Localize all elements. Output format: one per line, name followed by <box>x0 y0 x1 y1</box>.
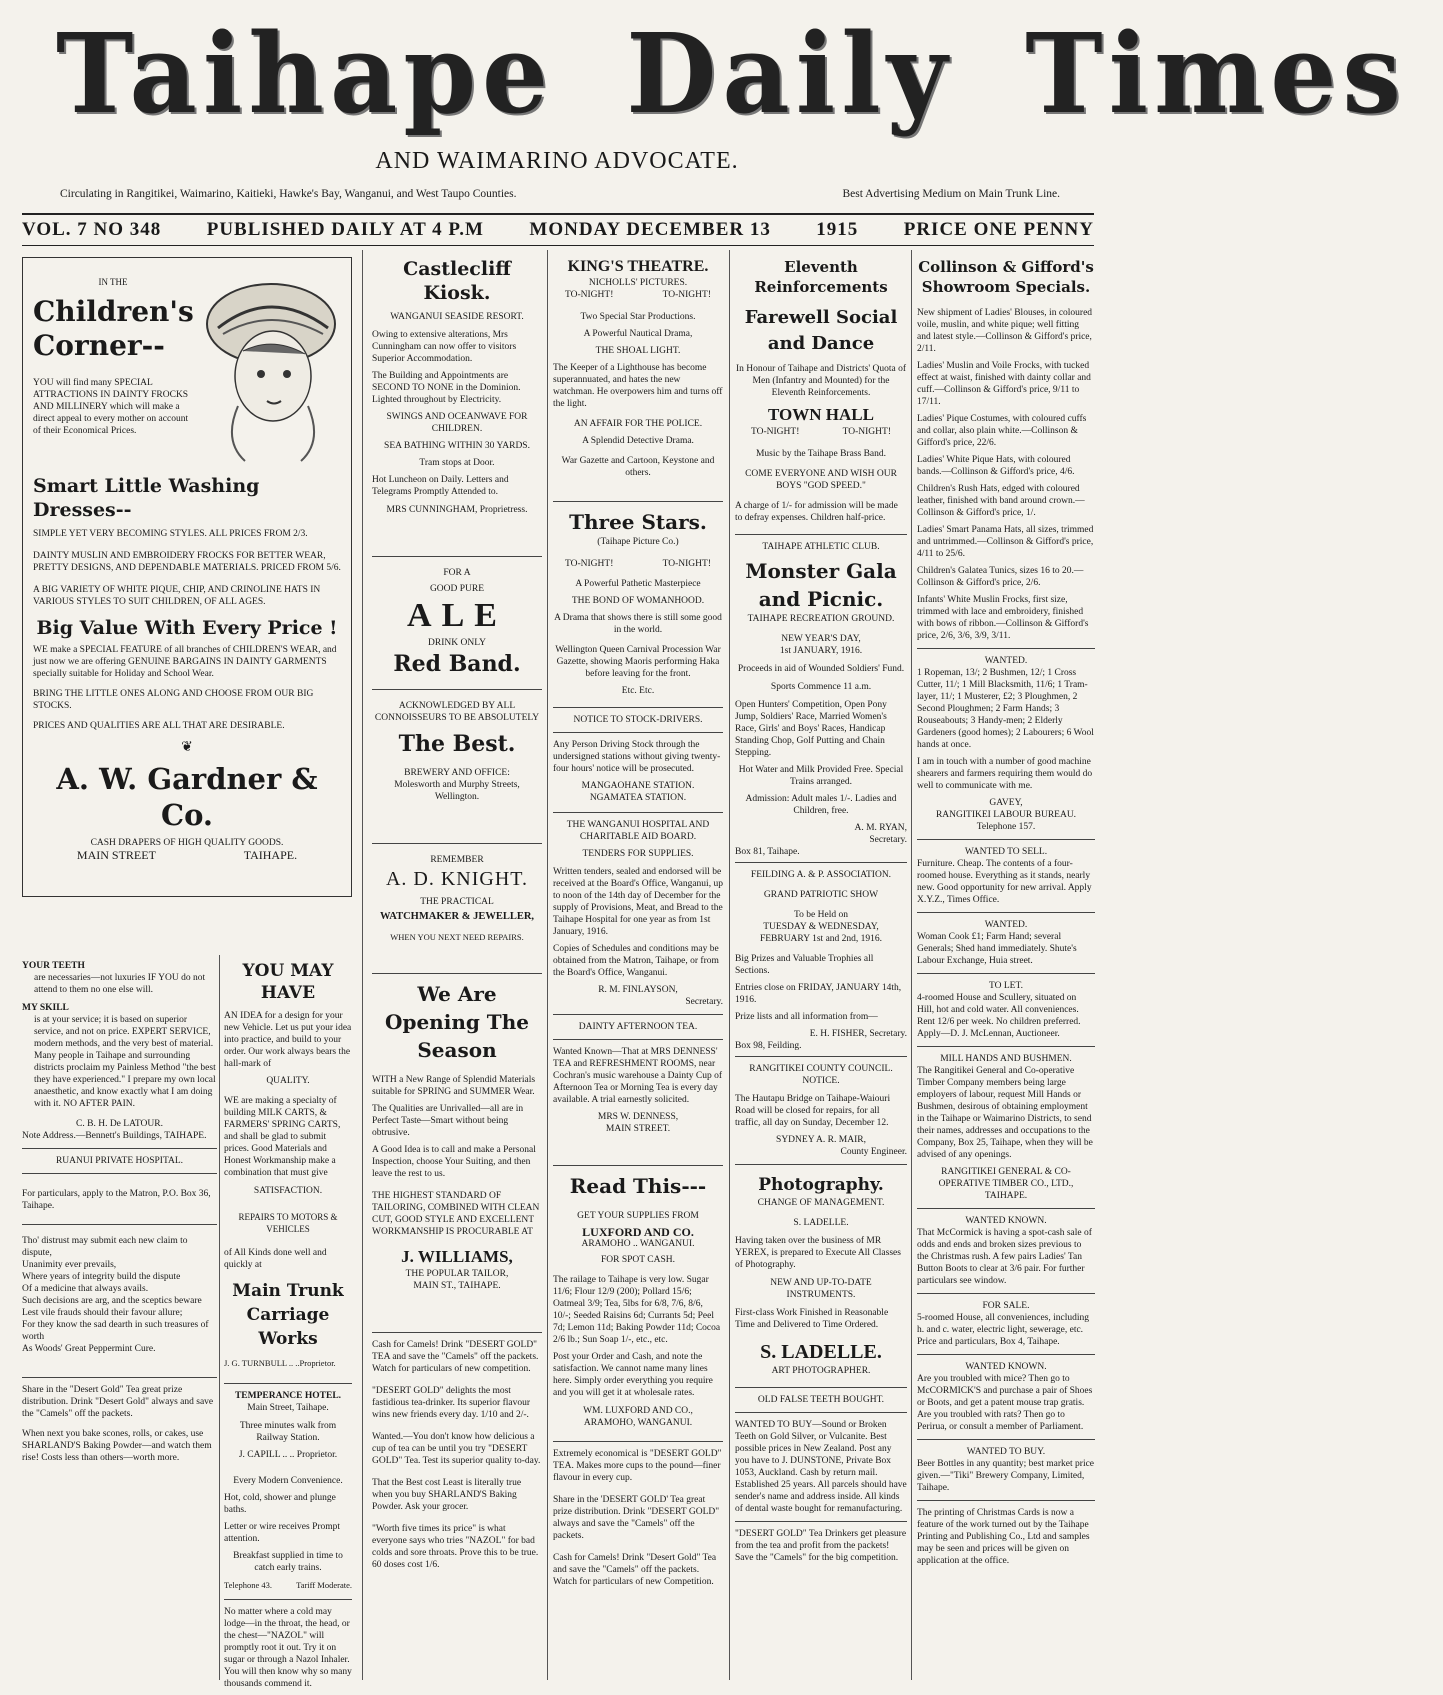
mill-text: The Rangitikei General and Co-operative Timber Company members being large employers of labour, request Mill Hands or Bushmen, desirous of obtaining employment in the Taihape or Waimarino Districts, to send their names, addresses and occupations to the Company, Box 25, Taihape, when they will be advised of any openings. <box>917 1066 1093 1160</box>
wanted-p1: 1 Ropeman, 13/; 2 Bushmen, 12/; 1 Cross Cutter, 11/; 1 Mill Blacksmith, 11/6; 1 Tram-layer, 11/; 1 Musterer, £2; 3 Ploughmen, 2 Second Ploughmen; 2 Farm Hands; 3 Rouseabouts; 3 Handy-men; 2 Elderly Gardeners (good homes); 2 Labourers; 6 Wool hands at once. <box>917 668 1094 750</box>
mill-sign: RANGITIKEI GENERAL & CO-OPERATIVE TIMBER CO., LTD., <box>938 1167 1074 1189</box>
gardner-intro: YOU will find many SPECIAL ATTRACTIONS IN DAINTY FROCKS AND MILLINERY which will make a direct appeal to every mother on account of their Economical Prices. <box>33 377 189 436</box>
feilding-p2: Entries close on FRIDAY, JANUARY 14th, 1916. <box>735 983 902 1005</box>
collinson-p5: Children's Rush Hats, edged with coloured leather, finished with band around crown.—Collinson & Gifford's price, 1/. <box>917 484 1085 518</box>
gardner-firm: A. W. Gardner & Co. <box>56 761 318 832</box>
farewell-tonight-r: TO-NIGHT! <box>842 427 891 437</box>
camels-a-p2: When next you bake scones, rolls, or cakes, use SHARLAND'S Baking Powder—and watch them rise! Costs less than others—worth more. <box>22 1429 212 1463</box>
farewell-tonight <box>735 426 907 438</box>
column-5 <box>917 257 1095 1572</box>
column-rule <box>729 250 730 1680</box>
williams-p1: WITH a New Range of Splendid Materials suitable for SPRING and SUMMER Wear. <box>372 1075 536 1097</box>
castlecliff-sign: MRS CUNNINGHAM, Proprietress. <box>386 505 528 515</box>
farewell-hall: TOWN HALL <box>768 405 874 424</box>
tea-street: MAIN STREET. <box>605 1124 671 1134</box>
camels-c-p2: Share in the 'DESERT GOLD' Tea great prize distribution. Drink "DESERT GOLD" always and save the "Camels" off the packets. <box>553 1495 720 1541</box>
ale-for: FOR A <box>443 568 471 578</box>
council-title: County Engineer. <box>840 1147 907 1157</box>
gardner-ad <box>22 257 352 897</box>
known2-text: Are you troubled with mice? Then go to McCORMICK'S and purchase a pair of Shoes or Boots, and get a patent mouse trap gratis. Are you troubled with rats? Then go to Perirua, or consult a member of Parliament. <box>917 1374 1093 1432</box>
desert-gold-p1: Cash for Camels! Drink "DESERT GOLD" TEA and save the "Camels" off the packets. Watch for particulars of new competition. <box>372 1340 539 1374</box>
kings-p5: AN AFFAIR FOR THE POLICE. <box>573 419 703 429</box>
false-teeth-text: WANTED TO BUY—Sound or Broken Teeth on Gold Silver, or Vulcanite. Best possible prices in New Zealand. Post any you have to J. DUNSTONE, Private Box 1053, Auckland. Cash by return mail. Established 25 years. All parcels should have sender's name and address inside. All kinds of dental waste bought for remanufacturing. <box>735 1420 907 1514</box>
nazol-text: No matter where a cold may lodge—in the throat, the head, or the chest—"NAZOL" will promptly root it out. Try it on sugar or through a Nazol Inhaler. You will then know why so many thousands commend it. <box>224 1607 352 1689</box>
mill-town: TAIHAPE. <box>984 1191 1028 1201</box>
aid-p2: Copies of Schedules and conditions may be obtained from the Matron, Taihape, or from the Board's Office, Wanganui. <box>553 944 719 978</box>
athletic-p2: Hot Water and Milk Provided Free. Special Trains arranged. <box>738 765 904 787</box>
athletic-p3: Admission: Adult males 1/-. Ladies and Children, free. <box>745 794 897 816</box>
aid-sub: TENDERS FOR SUPPLIES. <box>582 849 694 859</box>
column-rule <box>362 250 363 1680</box>
knight-name: A. D. KNIGHT. <box>385 868 529 890</box>
gardner-p1: SIMPLE YET VERY BECOMING STYLES. ALL PRICES FROM 2/3. <box>33 529 308 539</box>
luxford-p2: Post your Order and Cash, and note the satisfaction. We cannot name many lines here. Simply order everything you require and you will get it at wholesale rates. <box>553 1352 713 1398</box>
for-sale-head: FOR SALE. <box>982 1301 1030 1311</box>
kings-tonight-l: TO-NIGHT! <box>565 290 614 300</box>
farewell-p1: In Honour of Taihape and Districts' Quota of Men (Infantry and Mounted) for the Eleventh Reinforcements. <box>736 364 906 398</box>
three-stars-tonight <box>553 558 723 570</box>
price: PRICE ONE PENNY <box>903 219 1094 240</box>
luxford-cash: FOR SPOT CASH. <box>600 1255 675 1265</box>
collinson-p2: Ladies' Muslin and Voile Frocks, with tucked effect at waist, finished with dainty collar and cuff.—Collinson & Gifford's price, 9/11 to 17/11. <box>917 361 1091 407</box>
temperance-prop: J. CAPILL .. .. Proprietor. <box>238 1450 338 1460</box>
ale-band: Red Band. <box>393 651 521 677</box>
drivers-st2: NGAMATEA STATION. <box>589 793 687 803</box>
gardner-street: MAIN STREET <box>76 847 156 862</box>
williams-sub: THE POPULAR TAILOR, <box>405 1269 509 1279</box>
collinson-p6: Ladies' Smart Panama Hats, all sizes, trimmed and untrimmed.—Collinson & Gifford's price, 4/11 to 25/6. <box>917 525 1094 559</box>
turnbull-quality: QUALITY. <box>266 1076 310 1086</box>
woods-line: For they know the sad dearth in such treasures of worth <box>22 1320 209 1342</box>
girl-hat-illustration <box>193 266 343 466</box>
masthead-title <box>20 8 1407 139</box>
council-head: RANGITIKEI COUNTY COUNCIL. <box>749 1064 893 1074</box>
knight-trade: WATCHMAKER & JEWELLER, <box>379 911 535 922</box>
athletic-proceeds: Proceeds in aid of Wounded Soldiers' Fund. <box>737 664 905 674</box>
photo-p2: NEW AND UP-TO-DATE INSTRUMENTS. <box>770 1278 872 1300</box>
temperance-tariff: Tariff Moderate. <box>296 1580 352 1590</box>
wanted2-text: Woman Cook £1; Farm Hand; several Generals; Shed hand immediately. Shute's Labour Exchange, Huia street. <box>917 932 1077 966</box>
farewell-charge: A charge of 1/- for admission will be made to defray expenses. Children half-price. <box>735 501 898 523</box>
gardner-firm-sub: CASH DRAPERS OF HIGH QUALITY GOODS. <box>90 837 284 848</box>
castlecliff-p5: Tram stops at Door. <box>419 458 495 468</box>
woods-line: Such decisions are arg, and the sceptics beware <box>22 1296 202 1306</box>
athletic-sign: A. M. RYAN, <box>854 823 907 833</box>
kings-p1: Two Special Star Productions. <box>580 312 696 322</box>
three-stars-tonight-l: TO-NIGHT! <box>565 559 614 569</box>
council-sign: SYDNEY A. R. MAIR, <box>776 1135 866 1145</box>
wanted-tel: Telephone 157. <box>976 822 1036 832</box>
column-rule <box>911 250 912 1680</box>
athletic-club: TAIHAPE ATHLETIC CLUB. <box>762 542 880 552</box>
turnbull-repairs-sub: of All Kinds done well and quickly at <box>224 1248 327 1270</box>
feilding-box: Box 98, Feilding. <box>735 1041 802 1051</box>
kings-p3: THE SHOAL LIGHT. <box>595 346 681 356</box>
to-buy-text: Beer Bottles in any quantity; best market price given.—"Tiki" Brewery Company, Limited, Taihape. <box>917 1459 1095 1493</box>
photo-name2: S. LADELLE. <box>760 1341 882 1363</box>
teeth-h1: YOUR TEETH <box>22 961 85 971</box>
woods-line: Unanimity ever prevails, <box>22 1260 117 1270</box>
kings-p2: A Powerful Nautical Drama, <box>583 329 693 339</box>
ale-drink: DRINK ONLY <box>428 638 486 648</box>
ale-brewery: BREWERY AND OFFICE: <box>404 768 510 778</box>
luxford-head: Read This--- <box>569 1174 707 1198</box>
desert-gold-p3: Wanted.—You don't know how delicious a cup of tea can be until you try "DESERT GOLD" Tea. Test its superior quality to-day. <box>372 1432 541 1466</box>
woods-line: Lest vile frauds should their favour allure; <box>22 1308 183 1318</box>
photo-sub: CHANGE OF MANAGEMENT. <box>757 1198 885 1208</box>
feilding-sign: E. H. FISHER, Secretary. <box>809 1029 907 1039</box>
column-rule <box>547 250 548 1680</box>
gardner-p6: PRICES AND QUALITIES ARE ALL THAT ARE DESIRABLE. <box>33 721 285 731</box>
known-text: That McCormick is having a spot-cash sale of odds and ends and broken sizes previous to the Christmas rush. A few pairs Ladies' Tan Button Boots to clear at 3/6 pair. For further particulars see window. <box>917 1228 1092 1286</box>
athletic-ground: TAIHAPE RECREATION GROUND. <box>747 614 895 624</box>
castlecliff-head: Castlecliff Kiosk. <box>403 258 511 304</box>
council-sub: NOTICE. <box>802 1076 840 1086</box>
photo-head: Photography. <box>758 1175 884 1195</box>
castlecliff-p3: SWINGS AND OCEANWAVE FOR CHILDREN. <box>386 412 528 434</box>
masthead-subtitle: AND WAIMARINO ADVOCATE. <box>375 148 739 174</box>
feilding-head: FEILDING A. & P. ASSOCIATION. <box>750 870 892 880</box>
known2-head: WANTED KNOWN. <box>965 1362 1047 1372</box>
kings-head: KING'S THEATRE. <box>567 258 709 275</box>
teeth-ad <box>22 960 217 1469</box>
cards-text: The printing of Christmas Cards is now a feature of the work turned out by the Taihape Printing and Publishing Co., Ltd and samples may be seen and prices will be given on application at the office. <box>917 1508 1090 1566</box>
masthead-word-times: Times <box>1025 8 1407 139</box>
ale-best: The Best. <box>398 731 516 757</box>
wanted-sign: GAVEY, <box>989 798 1023 808</box>
turnbull-p1: AN IDEA for a design for your new Vehicle. Let us put your idea into practice, and build to your order. Our work always bears the hall-mark of <box>224 1011 352 1069</box>
wanted-bureau: RANGITIKEI LABOUR BUREAU. <box>935 810 1077 820</box>
collinson-p7: Children's Galatea Tunics, sizes 16 to 20.—Collinson & Gifford's price, 2/6. <box>917 566 1084 588</box>
feilding-sub: GRAND PATRIOTIC SHOW <box>763 890 879 900</box>
luxford-name: LUXFORD AND CO. <box>582 1225 694 1239</box>
aid-sign: R. M. FINLAYSON, <box>598 985 678 995</box>
temperance-footer <box>224 1579 352 1591</box>
williams-p3: A Good Idea is to call and make a Personal Inspection, choose Your Suiting, and then leave the rest to us. <box>372 1145 536 1179</box>
temperance-p4: Breakfast supplied in time to catch early trains. <box>233 1551 343 1573</box>
castlecliff-p2: The Building and Appointments are SECOND TO NONE in the Dominion. Lighted throughout by Electricity. <box>372 371 521 405</box>
woods-poem <box>22 1235 217 1355</box>
issue-year: 1915 <box>816 219 859 240</box>
collinson-p3: Ladies' Pique Costumes, with coloured cuffs and collar, also plain white.—Collinson & Gifford's price, 22/6. <box>917 414 1087 448</box>
kings-tonight-r: TO-NIGHT! <box>662 290 711 300</box>
castlecliff-p1: Owing to extensive alterations, Mrs Cunningham can now offer to visitors Superior Accommodation. <box>372 330 517 364</box>
three-stars-sub: (Taihape Picture Co.) <box>597 537 679 547</box>
masthead-word-taihape: Taihape <box>56 8 555 139</box>
dateline <box>22 213 1094 246</box>
williams-head: We Are Opening The Season <box>385 982 529 1062</box>
desert-gold-p5: "Worth five times its price" is what everyone says who tries "NAZOL" for bad colds and sore throats. Prove this to be true. 60 doses cost 1/6. <box>372 1524 539 1570</box>
to-buy-head: WANTED TO BUY. <box>966 1447 1046 1457</box>
castlecliff-sub: WANGANUI SEASIDE RESORT. <box>390 312 524 322</box>
camels-a-p1: Share in the "Desert Gold" Tea great prize distribution. Drink "Desert Gold" always and save the "Camels" off the packets. <box>22 1385 214 1419</box>
issue-date: MONDAY DECEMBER 13 <box>529 219 771 240</box>
luxford-sign: WM. LUXFORD AND CO., <box>583 1406 693 1416</box>
turnbull-repairs: REPAIRS TO MOTORS & VEHICLES <box>238 1212 338 1234</box>
column-3 <box>553 257 723 1593</box>
published: PUBLISHED DAILY AT 4 P.M <box>206 219 484 240</box>
turnbull-satisfaction: SATISFACTION. <box>253 1186 323 1196</box>
knight-when: WHEN YOU NEXT NEED REPAIRS. <box>390 932 524 942</box>
masthead-word-daily: Daily <box>626 8 954 139</box>
collinson-head: Collinson & Gifford's Showroom Specials. <box>918 258 1094 296</box>
three-stars-p3: A Drama that shows there is still some good in the world. <box>554 613 722 635</box>
athletic-p1: Open Hunters' Competition, Open Pony Jump, Soldiers' Race, Married Women's Race, Girls' and Boys' Races, Handicap Standing Chop, Golf Putting and Chain Stepping. <box>735 700 887 758</box>
ale-ack: ACKNOWLEDGED BY ALL CONNOISSEURS TO BE ABSOLUTELY <box>374 701 540 723</box>
farewell-come: COME EVERYONE AND WISH OUR BOYS "GOD SPEED." <box>745 469 897 491</box>
knight-remember: REMEMBER <box>430 855 484 865</box>
gardner-p5: BRING THE LITTLE ONES ALONG AND CHOOSE FROM OUR BIG STOCKS. <box>33 689 314 711</box>
volume: VOL. 7 NO 348 <box>22 219 162 240</box>
wanted-head: WANTED. <box>984 656 1028 666</box>
teeth-h2: MY SKILL <box>22 1003 69 1013</box>
turnbull-head: YOU MAY HAVE <box>242 961 334 1003</box>
teeth-name: C. B. H. De LATOUR. <box>76 1119 163 1129</box>
gardner-p2: DAINTY MUSLIN AND EMBROIDERY FROCKS FOR BETTER WEAR, PRETTY DESIGNS, AND DEPENDABLE MATERIALS. PRICED FROM 5/6. <box>33 551 341 573</box>
williams-p4: THE HIGHEST STANDARD OF TAILORING, COMBINED WITH CLEAN CUT, GOOD STYLE AND EXCELLENT WORKMANSHIP IS PROCURABLE AT <box>372 1191 540 1237</box>
temperance-walk: Three minutes walk from Railway Station. <box>239 1421 337 1443</box>
wanted2-head: WANTED. <box>984 920 1028 930</box>
aid-title: Secretary. <box>685 997 723 1007</box>
value-head: Big Value With Every Price ! <box>36 617 338 639</box>
three-stars-head: Three Stars. <box>569 510 707 534</box>
feilding-dates: FEBRUARY 1st and 2nd, 1916. <box>759 934 883 944</box>
to-sell-text: Furniture. Cheap. The contents of a four-roomed house. Everything as it stands, nearly new. Good opportunity for new arrival. Apply X.Y.Z., Times Office. <box>917 859 1092 905</box>
kings-tonight <box>553 289 723 301</box>
circulation-line <box>60 188 1060 200</box>
woods-line: Tho' distrust may submit each new claim to dispute, <box>22 1236 188 1258</box>
false-teeth-head: OLD FALSE TEETH BOUGHT. <box>757 1395 885 1405</box>
luxford-towns: ARAMOHO .. WANGANUI. <box>581 1239 695 1249</box>
mill-head: MILL HANDS AND BUSHMEN. <box>940 1054 1072 1064</box>
aid-head: THE WANGANUI HOSPITAL AND CHARITABLE AID BOARD. <box>566 820 710 842</box>
gardner-address <box>33 849 341 862</box>
woods-line: As Woods' Great Peppermint Cure. <box>22 1344 156 1354</box>
athletic-box: Box 81, Taihape. <box>735 847 800 857</box>
collinson-p1: New shipment of Ladies' Blouses, in coloured voile, muslin, and white pique; well fitting and latest style.—Collinson & Gifford's price, 2/11. <box>917 308 1093 354</box>
athletic-title: Secretary. <box>869 835 907 845</box>
feilding-days: TUESDAY & WEDNESDAY, <box>763 922 879 932</box>
gardner-head: Children's Corner-- <box>33 294 194 362</box>
to-let-head: TO LET. <box>989 981 1023 991</box>
three-stars-tonight-r: TO-NIGHT! <box>662 559 711 569</box>
castlecliff-p6: Hot Luncheon on Daily. Letters and Telegrams Promptly Attended to. <box>372 475 509 497</box>
ale-addr: Molesworth and Murphy Streets, Wellington. <box>394 780 520 802</box>
camels-c-p1: Extremely economical is "DESERT GOLD" TEA. Makes more cups to the pound—finer flavour in every cup. <box>553 1449 722 1483</box>
castlecliff-p4: SEA BATHING WITHIN 30 YARDS. <box>384 441 530 451</box>
photo-name: S. LADELLE. <box>793 1218 849 1228</box>
williams-name: J. WILLIAMS, <box>401 1247 513 1266</box>
ornament-icon: ❦ <box>181 740 193 755</box>
temperance-p1: Every Modern Convenience. <box>233 1476 343 1486</box>
gardner-town: TAIHAPE. <box>243 847 298 862</box>
desert-gold-p4: That the Best cost Least is literally true when you buy SHARLAND'S Baking Powder. Ask your grocer. <box>372 1478 522 1512</box>
column-2 <box>372 257 542 1576</box>
feilding-p3: Prize lists and all information from— <box>735 1012 878 1022</box>
luxford-sign2: ARAMOHO, WANGANUI. <box>583 1418 693 1428</box>
gardner-p4: WE make a SPECIAL FEATURE of all branches of CHILDREN'S WEAR, and just now we are offering GENUINE BARGAINS IN DAINTY GARMENTS specially suitable for Holiday and School Wear. <box>33 645 337 679</box>
masthead <box>20 8 1407 174</box>
farewell-head: Eleventh Reinforcements <box>754 258 888 296</box>
williams-addr: MAIN ST., TAIHAPE. <box>413 1281 501 1291</box>
drivers-head: NOTICE TO STOCK-DRIVERS. <box>573 715 703 725</box>
council-text: The Hautapu Bridge on Taihape-Waiouri Road will be closed for repairs, for all traffic, all day on Sunday, December 12. <box>735 1094 891 1128</box>
farewell-sub: Farewell Social and Dance <box>744 307 898 354</box>
known-head: WANTED KNOWN. <box>965 1216 1047 1226</box>
to-sell-head: WANTED TO SELL. <box>964 847 1048 857</box>
aid-p1: Written tenders, sealed and endorsed will be received at the Board's Office, Wanganui, up to noon of the 14th day of December for the supply of Provisions, Meat, and Bread to the Taihape Hospital for one year as from 1st January, 1916. <box>553 867 723 937</box>
turnbull-p2: WE are making a specialty of building MILK CARTS, & FARMERS' SPRING CARTS, and shall be glad to submit prices. Good Materials and Honest Workmanship make a combination that must give <box>224 1096 341 1178</box>
photo-art: ART PHOTOGRAPHER. <box>771 1366 871 1376</box>
hospital-text: For particulars, apply to the Matron, P.O. Box 36, Taihape. <box>22 1189 211 1211</box>
athletic-head: Monster Gala and Picnic. <box>745 559 897 611</box>
photo-p3: First-class Work Finished in Reasonable Time and Delivered to Time Ordered. <box>735 1308 889 1330</box>
athletic-day: NEW YEAR'S DAY, <box>781 634 861 644</box>
for-sale-text: 5-roomed House, all conveniences, including h. and c. water, electric light, sewerage, etc. Price and particulars, Box 4, Taihape. <box>917 1313 1090 1347</box>
kings-p4: The Keeper of a Lighthouse has become superannuated, and hates the new watchman. He overpowers him and turns off the light. <box>553 363 723 409</box>
photo-p1: Having taken over the business of MR YEREX, is prepared to Execute All Classes of Photography. <box>735 1236 901 1270</box>
athletic-sports: Sports Commence 11 a.m. <box>770 682 872 692</box>
feilding-p1: Big Prizes and Valuable Trophies all Sections. <box>735 954 874 976</box>
teeth-p2: is at your service; it is based on superior service, and not on price. EXPERT SERVICE, modern methods, and the very best of material. Many people in Taihape and surrounding districts proclaim my Painless Method "the best they have experienced." I prepare my own local anaesthetic, and know exactly what I am doing with it. NO AFTER PAIN. <box>34 1015 216 1109</box>
tea-text: Wanted Known—That at MRS DENNESS' TEA and REFRESHMENT ROOMS, near Cochran's music warehouse a Dainty Cup of Afternoon Tea or Morning Tea is every day available. A trial earnestly solicited. <box>553 1047 722 1105</box>
drivers-st1: MANGAOHANE STATION. <box>581 781 695 791</box>
temperance-p2: Hot, cold, shower and plunge baths. <box>224 1493 336 1515</box>
gardner-kicker: IN THE <box>98 277 128 287</box>
teeth-address: Note Address.—Bennett's Buildings, TAIHAPE. <box>22 1131 207 1141</box>
luxford-p1: The railage to Taihape is very low. Sugar 11/6; Flour 12/9 (200); Pollard 15/6; Oatmeal 3/9; Tea, 5lbs for 6/8, 7/6, 8/6, 10/-; Seeded Raisins 6d; Currants 5d; Peel 7d; Lemon 11d; Baking Powder 11d; Cocoa 2/6 lb.; Sun Soap 1/-, etc., etc. <box>553 1275 721 1345</box>
woods-line: Of a medicine that always avails. <box>22 1284 149 1294</box>
feilding-held: To be Held on <box>794 910 848 920</box>
three-stars-p4: Wellington Queen Carnival Procession War Gazette, showing Maoris performing Haka before leaving for the front. <box>555 645 721 679</box>
luxford-get: GET YOUR SUPPLIES FROM <box>577 1211 699 1221</box>
farewell-tonight-l: TO-NIGHT! <box>751 427 800 437</box>
kings-p6: A Splendid Detective Drama. <box>582 436 694 446</box>
teeth-p1: are necessaries—not luxuries IF YOU do not attend to them no one else will. <box>34 973 206 995</box>
tea-head: DAINTY AFTERNOON TEA. <box>578 1022 698 1032</box>
athletic-date: 1st JANUARY, 1916. <box>779 646 863 656</box>
temperance-head: TEMPERANCE HOTEL. <box>234 1391 342 1401</box>
three-stars-etc: Etc. Etc. <box>621 686 655 696</box>
williams-p2: The Qualities are Unrivalled—all are in Perfect Taste—Smart without being obtrusive. <box>372 1104 524 1138</box>
dresses-head: Smart Little Washing Dresses-- <box>33 475 260 521</box>
woods-line: Where years of integrity build the dispute <box>22 1272 181 1282</box>
turnbull-ad <box>224 960 352 1695</box>
drivers-text: Any Person Driving Stock through the undersigned stations without giving twenty-four hours' notice will be prosecuted. <box>553 740 721 774</box>
wanted-p2: I am in touch with a number of good machine shearers and farmers requiring them would do well to communicate with me. <box>917 757 1093 791</box>
false-teeth-p2: "DESERT GOLD" Tea Drinkers get pleasure from the tea and profit from the packets! Save the "Camels" for the big competition. <box>735 1529 907 1563</box>
turnbull-works: Main Trunk Carriage Works <box>232 1281 344 1349</box>
kings-p7: War Gazette and Cartoon, Keystone and others. <box>561 456 715 478</box>
collinson-p8: Infants' White Muslin Frocks, first size, trimmed with lace and embroidery, finished with bows of ribbon.—Collinson & Gifford's price, 2/6, 3/6, 3/9, 3/11. <box>917 595 1089 641</box>
three-stars-p1: A Powerful Pathetic Masterpiece <box>575 579 701 589</box>
ale-good: GOOD PURE <box>429 584 485 594</box>
temperance-street: Main Street, Taihape. <box>247 1403 329 1413</box>
gardner-p3: A BIG VARIETY OF WHITE PIQUE, CHIP, AND CRINOLINE HATS IN VARIOUS STYLES TO SUIT CHILDREN, OF ALL AGES. <box>33 585 321 607</box>
kings-sub: NICHOLLS' PICTURES. <box>588 278 688 288</box>
hospital-head: RUANUI PRIVATE HOSPITAL. <box>55 1156 184 1166</box>
collinson-p4: Ladies' White Pique Hats, with coloured bands.—Collinson & Gifford's price, 4/6. <box>917 455 1075 477</box>
knight-practical: THE PRACTICAL <box>420 897 494 907</box>
camels-c-p3: Cash for Camels! Drink "Desert Gold" Tea and save the "Camels" off the packets. Watch for particulars of new Competition. <box>553 1553 717 1587</box>
turnbull-proprietor: J. G. TURNBULL .. ..Proprietor. <box>224 1358 336 1368</box>
temperance-p3: Letter or wire receives Prompt attention. <box>224 1522 341 1544</box>
tea-sign: MRS W. DENNESS, <box>597 1112 679 1122</box>
desert-gold-p2: "DESERT GOLD" delights the most fastidious tea-drinker. Its superior flavour wins new friends every day. 1/10 and 2/-. <box>372 1386 531 1420</box>
three-stars-p2: THE BOND OF WOMANHOOD. <box>571 596 705 606</box>
to-let-text: 4-roomed House and Scullery, situated on Hill, hot and cold water. All conveniences. Rent 12/6 per week. No children preferred. Apply—D. J. McLennan, Auctioneer. <box>917 993 1081 1039</box>
column-4 <box>735 257 907 1569</box>
temperance-tel: Telephone 43. <box>224 1580 273 1590</box>
column-rule <box>219 955 220 1680</box>
ale-word: ALE <box>407 597 507 634</box>
advertising-text: Best Advertising Medium on Main Trunk Line. <box>842 188 1060 200</box>
farewell-band: Music by the Taihape Brass Band. <box>755 449 887 459</box>
circulation-text: Circulating in Rangitikei, Waimarino, Kaitieki, Hawke's Bay, Wanganui, and West Taupo Counties. <box>60 188 517 200</box>
